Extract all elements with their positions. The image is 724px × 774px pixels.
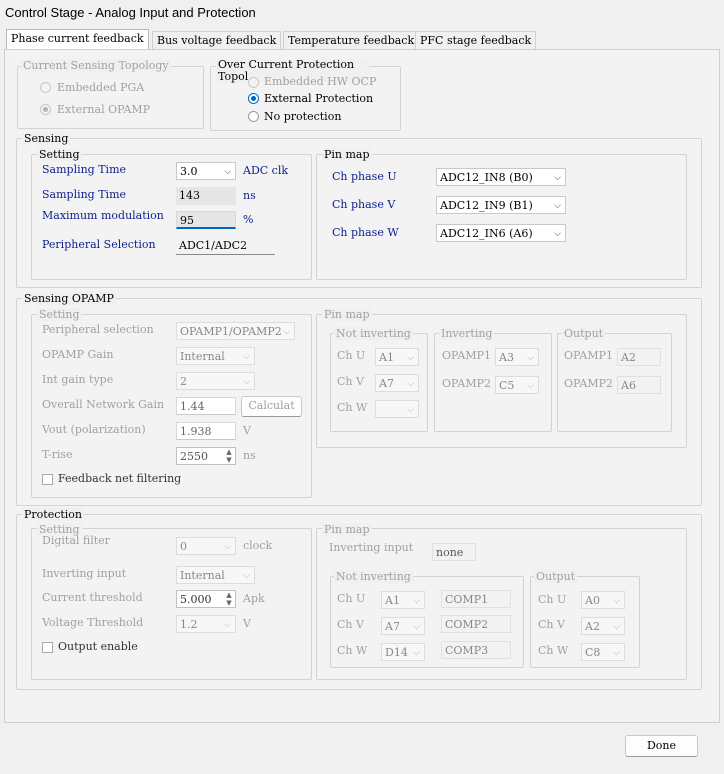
voltage-threshold-unit: V: [243, 617, 251, 630]
vout-polarization-input[interactable]: 1.938: [176, 422, 236, 440]
digital-filter-select[interactable]: [176, 537, 236, 555]
prot-ch-w-select[interactable]: [381, 643, 425, 661]
embedded-hw-ocp-label: Embedded HW OCP: [264, 75, 377, 88]
inverting-opamp1-select[interactable]: [495, 348, 539, 366]
sampling-time-ns-unit: ns: [243, 189, 256, 202]
external-opamp-label: External OPAMP: [57, 103, 151, 116]
embedded-pga-label: Embedded PGA: [57, 81, 145, 94]
chevron-down-icon: ⌵: [554, 229, 561, 239]
opamp-peripheral-select[interactable]: [176, 322, 295, 340]
opamp-output-label: Output: [564, 327, 604, 340]
chevron-down-icon: ⌵: [413, 596, 420, 606]
inverting-opamp2-select[interactable]: [495, 376, 539, 394]
chevron-down-icon: ⌵: [407, 353, 414, 363]
done-button[interactable]: Done: [625, 735, 698, 757]
digital-filter-label: Digital filter: [42, 534, 110, 547]
output-enable-checkbox[interactable]: [42, 642, 53, 653]
embedded-hw-ocp-radio[interactable]: [248, 77, 259, 88]
voltage-threshold-value: 1.2: [180, 618, 198, 631]
opamp-inverting-label: Inverting: [441, 327, 493, 340]
current-threshold-spinbox[interactable]: [176, 590, 236, 608]
opamp-ch-v-label: Ch V: [337, 375, 364, 388]
prot-out-ch-u-value: A0: [585, 594, 600, 607]
prot-out-ch-u-select[interactable]: [581, 591, 625, 609]
chevron-down-icon: ⌵: [613, 648, 620, 658]
tab-temperature-feedback[interactable]: Temperature feedback: [283, 31, 419, 50]
external-opamp-radio[interactable]: [40, 104, 51, 115]
spin-arrows-icon[interactable]: ▲ ▼: [226, 591, 232, 607]
prot-comp2-value: COMP2: [441, 615, 511, 633]
opamp-setting-label: Setting: [39, 308, 80, 321]
ch-phase-w-select[interactable]: [436, 224, 566, 242]
spin-arrows-icon[interactable]: ▲ ▼: [226, 448, 232, 464]
opamp-peripheral-label: Peripheral selection: [42, 323, 154, 336]
maximum-modulation-label: Maximum modulation: [42, 209, 164, 222]
maximum-modulation-unit: %: [243, 213, 254, 226]
ch-phase-u-select[interactable]: [436, 168, 566, 186]
inverting-opamp2-label: OPAMP2: [442, 377, 492, 390]
chevron-down-icon: ⌵: [527, 353, 534, 363]
ch-phase-u-label: Ch phase U: [332, 170, 397, 183]
prot-ch-u-label: Ch U: [337, 592, 366, 605]
tab-bus-voltage-feedback[interactable]: Bus voltage feedback: [152, 31, 281, 50]
prot-out-ch-v-label: Ch V: [538, 618, 565, 631]
chevron-down-icon: ⌵: [243, 571, 250, 581]
window-title: Control Stage - Analog Input and Protection: [5, 5, 256, 20]
prot-inverting-input-label: Inverting input: [42, 567, 127, 580]
title-bar: [0, 0, 724, 28]
chevron-down-icon: ⌵: [224, 620, 231, 630]
opamp-peripheral-value: OPAMP1/OPAMP2: [180, 325, 282, 338]
output-opamp2-value: A6: [617, 376, 661, 394]
int-gain-type-select[interactable]: [176, 372, 255, 390]
inverting-opamp1-label: OPAMP1: [442, 349, 492, 362]
prot-ch-u-select[interactable]: [381, 591, 425, 609]
protection-pinmap-label: Pin map: [324, 523, 370, 536]
ch-phase-w-value: ADC12_IN6 (A6): [440, 227, 533, 240]
pinmap-inverting-input-label: Inverting input: [329, 541, 414, 554]
chevron-down-icon: ⌵: [243, 352, 250, 362]
prot-inverting-input-value: Internal: [180, 569, 225, 582]
chevron-down-icon: ⌵: [407, 379, 414, 389]
prot-ch-v-select[interactable]: [381, 617, 425, 635]
trise-label: T-rise: [42, 448, 73, 461]
opamp-ch-u-value: A1: [379, 351, 394, 364]
voltage-threshold-select[interactable]: [176, 615, 236, 633]
embedded-pga-radio[interactable]: [40, 82, 51, 93]
chevron-down-icon: ⌵: [283, 327, 290, 337]
prot-out-ch-u-label: Ch U: [538, 593, 567, 606]
prot-ch-w-label: Ch W: [337, 644, 368, 657]
inverting-opamp1-value: A3: [499, 351, 514, 364]
sampling-time-unit: ADC clk: [243, 164, 289, 177]
overall-network-gain-input[interactable]: 1.44: [176, 397, 236, 415]
chevron-down-icon: ⌵: [527, 381, 534, 391]
external-protection-label: External Protection: [264, 92, 374, 105]
inverting-opamp2-value: C5: [499, 379, 515, 392]
current-threshold-label: Current threshold: [42, 591, 143, 604]
protection-label: Protection: [24, 508, 83, 521]
chevron-down-icon: ⌵: [413, 622, 420, 632]
current-threshold-unit: Apk: [243, 592, 265, 605]
no-protection-label: No protection: [264, 110, 342, 123]
vout-unit: V: [243, 424, 251, 437]
chevron-down-icon: ⌵: [613, 596, 620, 606]
prot-out-ch-w-select[interactable]: [581, 643, 625, 661]
pinmap-inverting-input-value: none: [432, 543, 476, 561]
prot-out-ch-w-value: C8: [585, 646, 601, 659]
maximum-modulation-input[interactable]: 95: [176, 211, 236, 229]
ch-phase-u-value: ADC12_IN8 (B0): [440, 171, 533, 184]
opamp-gain-value: Internal: [180, 350, 225, 363]
prot-out-ch-w-label: Ch W: [538, 644, 569, 657]
ch-phase-v-label: Ch phase V: [332, 198, 396, 211]
opamp-ch-u-label: Ch U: [337, 349, 366, 362]
trise-value: 2550: [180, 450, 208, 463]
current-sensing-topology-group: [17, 66, 204, 129]
prot-comp3-value: COMP3: [441, 641, 511, 659]
prot-ch-v-label: Ch V: [337, 618, 364, 631]
chevron-down-icon: ⌵: [224, 167, 231, 177]
prot-ch-u-value: A1: [385, 594, 400, 607]
prot-out-ch-v-value: A2: [585, 620, 600, 633]
sensing-label: Sensing: [24, 132, 69, 145]
feedback-net-filtering-checkbox[interactable]: [42, 474, 53, 485]
sampling-time-ns-value: 143: [176, 187, 236, 205]
sensing-pinmap-label: Pin map: [324, 148, 370, 161]
opamp-gain-select[interactable]: [176, 347, 255, 365]
sampling-time-value: 3.0: [180, 165, 198, 178]
sampling-time-select[interactable]: [176, 162, 236, 180]
vout-polarization-label: Vout (polarization): [42, 423, 146, 436]
prot-ch-w-value: D14: [385, 646, 408, 659]
voltage-threshold-label: Voltage Threshold: [42, 616, 144, 629]
int-gain-type-value: 2: [180, 375, 187, 388]
chevron-down-icon: ⌵: [224, 542, 231, 552]
digital-filter-unit: clock: [243, 539, 273, 552]
output-opamp1-value: A2: [617, 348, 661, 366]
chevron-down-icon: ⌵: [407, 405, 414, 415]
chevron-down-icon: ⌵: [554, 173, 561, 183]
prot-not-inverting-label: Not inverting: [336, 570, 411, 583]
sampling-time-ns-label: Sampling Time: [42, 188, 127, 201]
peripheral-selection-value: ADC1/ADC2: [176, 237, 275, 255]
int-gain-type-label: Int gain type: [42, 373, 114, 386]
chevron-down-icon: ⌵: [613, 622, 620, 632]
external-protection-radio[interactable]: [248, 93, 259, 104]
no-protection-radio[interactable]: [248, 111, 259, 122]
opamp-ch-w-select[interactable]: [375, 400, 419, 418]
overall-network-gain-label: Overall Network Gain: [42, 398, 165, 411]
opamp-not-inverting-label: Not inverting: [336, 327, 411, 340]
opamp-gain-label: OPAMP Gain: [42, 348, 114, 361]
ch-phase-v-select[interactable]: [436, 196, 566, 214]
digital-filter-value: 0: [180, 540, 187, 553]
opamp-ch-u-select[interactable]: [375, 348, 419, 366]
current-threshold-value: 5.000: [180, 593, 212, 606]
current-sensing-topology-label: Current Sensing Topology: [23, 59, 169, 72]
prot-ch-v-value: A7: [385, 620, 400, 633]
chevron-down-icon: ⌵: [554, 201, 561, 211]
trise-unit: ns: [243, 449, 256, 462]
opamp-ch-v-select[interactable]: [375, 374, 419, 392]
output-opamp2-label: OPAMP2: [564, 377, 614, 390]
protection-setting-label: Setting: [39, 523, 80, 536]
output-enable-label: Output enable: [58, 640, 138, 653]
opamp-ch-w-label: Ch W: [337, 401, 368, 414]
chevron-down-icon: ⌵: [243, 377, 250, 387]
prot-comp1-value: COMP1: [441, 590, 511, 608]
tab-pfc-stage-feedback[interactable]: PFC stage feedback: [415, 31, 536, 50]
sensing-setting-label: Setting: [39, 148, 80, 161]
chevron-down-icon: ⌵: [413, 648, 420, 658]
feedback-net-filtering-label: Feedback net filtering: [58, 472, 182, 485]
tab-phase-current-feedback[interactable]: Phase current feedback: [6, 29, 149, 51]
opamp-ch-v-value: A7: [379, 377, 394, 390]
ocp-topology-label: Over Current Protection Topol: [216, 59, 370, 83]
opamp-pinmap-label: Pin map: [324, 308, 370, 321]
output-opamp1-label: OPAMP1: [564, 349, 614, 362]
peripheral-selection-label: Peripheral Selection: [42, 238, 156, 251]
ch-phase-w-label: Ch phase W: [332, 226, 399, 239]
sensing-opamp-label: Sensing OPAMP: [24, 292, 114, 305]
calculate-button[interactable]: Calculat: [241, 396, 302, 417]
trise-spinbox[interactable]: [176, 447, 236, 465]
prot-output-label: Output: [536, 570, 576, 583]
sampling-time-label: Sampling Time: [42, 163, 127, 176]
prot-out-ch-v-select[interactable]: [581, 617, 625, 635]
ch-phase-v-value: ADC12_IN9 (B1): [440, 199, 533, 212]
prot-inverting-input-select[interactable]: [176, 566, 255, 584]
